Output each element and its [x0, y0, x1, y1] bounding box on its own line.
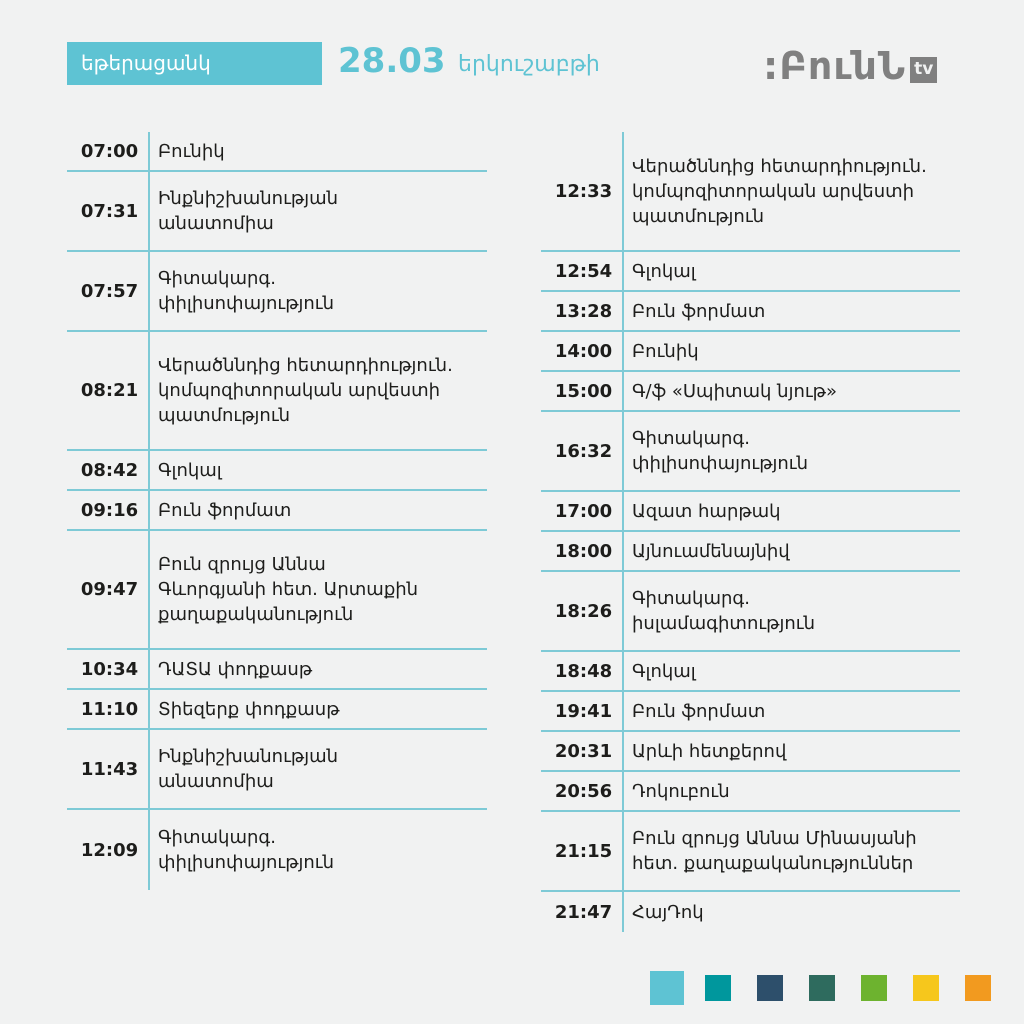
schedule-row	[67, 491, 487, 531]
schedule-time: 07:00	[67, 132, 150, 170]
color-swatch	[913, 975, 939, 1001]
schedule-row	[67, 451, 487, 491]
schedule-row	[541, 772, 960, 812]
schedule-title: Գլոկալ	[158, 459, 222, 481]
color-swatch	[861, 975, 887, 1001]
schedule-column-left	[67, 132, 487, 890]
schedule-title: Վերածննդից հետարդիություն. կոմպոզիտորական արվեստի պատմություն	[632, 155, 927, 227]
schedule-time: 11:43	[67, 730, 150, 808]
schedule-title: Գիտակարգ. իսլամագիտություն	[632, 588, 815, 634]
header-label: եթերացանկ	[67, 42, 322, 85]
schedule-time: 20:56	[541, 772, 624, 810]
schedule-title: Բունիկ	[158, 140, 225, 162]
channel-logo	[763, 45, 937, 87]
schedule-time: 12:33	[541, 132, 624, 250]
schedule-row	[67, 810, 487, 890]
schedule-row	[541, 412, 960, 492]
schedule-time: 18:48	[541, 652, 624, 690]
color-swatch	[705, 975, 731, 1001]
schedule-row	[541, 652, 960, 692]
schedule-row	[541, 692, 960, 732]
color-swatch	[809, 975, 835, 1001]
schedule-title: ԴԱՏԱ փոդքասթ	[158, 658, 313, 680]
schedule-row	[67, 332, 487, 451]
schedule-title: Բուն ֆորմատ	[158, 499, 292, 521]
schedule-title: Գիտակարգ. փիլիսոփայություն	[158, 827, 335, 873]
schedule-time: 07:31	[67, 172, 150, 250]
schedule-title: Վերածննդից հետարդիություն. կոմպոզիտորական արվեստի պատմություն	[158, 355, 453, 426]
schedule-title: Բուն ֆորմատ	[632, 700, 766, 722]
schedule-time: 14:00	[541, 332, 624, 370]
schedule-row	[541, 132, 960, 252]
schedule-time: 15:00	[541, 372, 624, 410]
schedule-time: 11:10	[67, 690, 150, 728]
schedule-title: ՀայԴոկ	[632, 901, 704, 923]
schedule-time: 13:28	[541, 292, 624, 330]
schedule-title: Ինքնիշխանության անատոմիա	[158, 188, 339, 234]
schedule-title: Ինքնիշխանության անատոմիա	[158, 746, 339, 792]
schedule-title: Ազատ հարթակ	[632, 500, 781, 522]
schedule-time: 08:21	[67, 332, 150, 449]
schedule-row	[541, 332, 960, 372]
schedule-title: Արևի հետքերով	[632, 740, 787, 762]
header-day: երկուշաբթի	[458, 52, 600, 77]
schedule-time: 12:09	[67, 810, 150, 890]
schedule-time: 18:00	[541, 532, 624, 570]
schedule-row	[67, 531, 487, 650]
schedule-row	[541, 892, 960, 932]
schedule-title: Գիտակարգ. փիլիսոփայություն	[632, 428, 809, 474]
schedule-row	[67, 730, 487, 810]
schedule-time: 20:31	[541, 732, 624, 770]
color-swatches	[650, 971, 1017, 1005]
schedule-title: Գիտակարգ. փիլիսոփայություն	[158, 268, 335, 314]
logo-word: :ԲունՆ	[763, 44, 907, 88]
schedule-title: Բուն զրույց Աննա Գևորգյանի հետ. Արտաքին քաղաքականություն	[158, 554, 419, 625]
schedule-time: 09:16	[67, 491, 150, 529]
schedule-title: Բուն ֆորմատ	[632, 300, 766, 322]
schedule-time: 21:15	[541, 812, 624, 890]
color-swatch	[965, 975, 991, 1001]
schedule-row	[541, 572, 960, 652]
schedule-row	[67, 650, 487, 690]
schedule-time: 10:34	[67, 650, 150, 688]
schedule-row	[541, 492, 960, 532]
schedule-row	[67, 132, 487, 172]
schedule-title: Գլոկալ	[632, 260, 696, 282]
color-swatch	[757, 975, 783, 1001]
schedule-time: 21:47	[541, 892, 624, 932]
header-date: 28.03	[338, 41, 446, 81]
schedule-time: 09:47	[67, 531, 150, 648]
schedule-title: Գլոկալ	[632, 660, 696, 682]
schedule-title: Բուն զրույց Աննա Մինասյանի հետ. քաղաքականություններ	[632, 828, 917, 874]
schedule-time: 08:42	[67, 451, 150, 489]
schedule-row	[541, 252, 960, 292]
color-swatch	[650, 971, 684, 1005]
schedule-title: Տիեզերք փոդքասթ	[158, 698, 340, 720]
schedule-time: 16:32	[541, 412, 624, 490]
schedule-time: 07:57	[67, 252, 150, 330]
schedule-title: Գ/ֆ «Սպիտակ նյութ»	[632, 380, 837, 402]
schedule-title: Բունիկ	[632, 340, 699, 362]
schedule-row	[67, 690, 487, 730]
logo-tv-badge: tv	[910, 57, 937, 83]
schedule-time: 17:00	[541, 492, 624, 530]
schedule-row	[541, 812, 960, 892]
schedule-row	[541, 292, 960, 332]
schedule-row	[541, 532, 960, 572]
schedule-row	[67, 172, 487, 252]
schedule-time: 19:41	[541, 692, 624, 730]
schedule-time: 12:54	[541, 252, 624, 290]
schedule-row	[541, 732, 960, 772]
schedule-row	[541, 372, 960, 412]
schedule-title: Այնուամենայնիվ	[632, 540, 790, 562]
schedule-time: 18:26	[541, 572, 624, 650]
schedule-column-right	[541, 132, 960, 932]
schedule-title: Դոկուբուն	[632, 780, 730, 802]
schedule-row	[67, 252, 487, 332]
